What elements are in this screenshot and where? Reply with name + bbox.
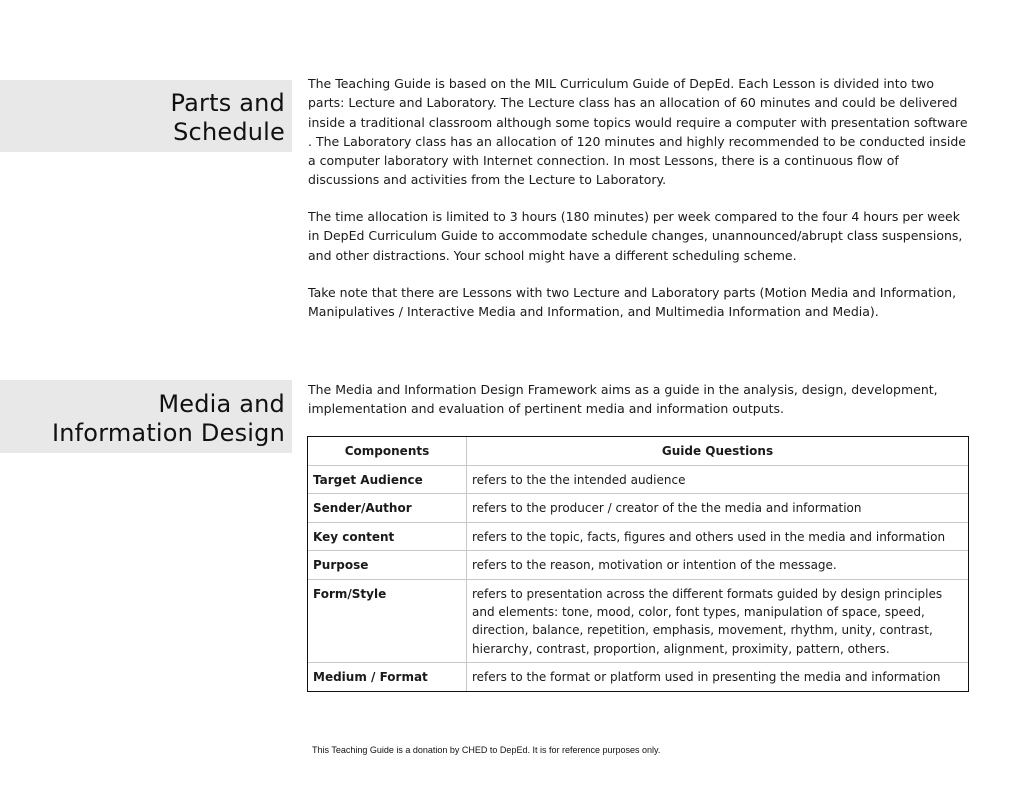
table-row	[308, 466, 969, 494]
component-cell: Purpose	[308, 551, 467, 579]
guide-cell: refers to the topic, facts, figures and others used in the media and information	[467, 522, 969, 550]
table-row	[308, 551, 969, 579]
component-cell: Sender/Author	[308, 494, 467, 522]
paragraph-lesson-parts	[308, 74, 972, 190]
component-cell: Form/Style	[308, 579, 467, 663]
table-row	[308, 579, 969, 663]
heading-line: Schedule	[173, 118, 285, 146]
paragraph-text: The Teaching Guide is based on the MIL Curriculum Guide of DepEd. Each Lesson is divided into two parts: Lecture and Laboratory. The Lecture class has an allocation of 60 minutes and could be delivered inside a traditional classroom although some topics would require a computer with presentation software . The Laboratory class has an allocation of 120 minutes and highly recommended to be conducted inside a computer laboratory with Internet connection. In most Lessons, there is a continuous flow of discussions and activities from the Lecture to Laboratory.	[308, 76, 968, 188]
component-cell: Key content	[308, 522, 467, 550]
guide-cell: refers to the reason, motivation or intention of the message.	[467, 551, 969, 579]
framework-table	[307, 436, 969, 692]
heading-line: Parts and	[170, 89, 285, 117]
footer-note: This Teaching Guide is a donation by CHED to DepEd. It is for reference purposes only.	[312, 745, 661, 755]
paragraph-text: The Media and Information Design Framework aims as a guide in the analysis, design, development, implementation and evaluation of pertinent media and information outputs.	[308, 382, 938, 417]
guide-cell: refers to the format or platform used in presenting the media and information	[467, 663, 969, 691]
table-header-row	[308, 437, 969, 466]
table-row	[308, 663, 969, 691]
guide-cell: refers to the the intended audience	[467, 466, 969, 494]
column-header-components: Components	[308, 437, 467, 466]
paragraph-text: Take note that there are Lessons with two Lecture and Laboratory parts (Motion Media and Information, Manipulatives / Interactive Media and Information, and Multimedia Information and Media).	[308, 285, 957, 320]
paragraph-text: The time allocation is limited to 3 hours (180 minutes) per week compared to the four 4 hours per week in DepEd Curriculum Guide to accommodate schedule changes, unannounced/abrupt class suspensions, and other distractions. Your school might have a different scheduling scheme.	[308, 209, 963, 263]
component-cell: Medium / Format	[308, 663, 467, 691]
guide-cell: refers to presentation across the different formats guided by design principles and elements: tone, mood, color, font types, manipulation of space, speed, direction, balance, repetition, emphasis, movement, rhythm, unity, contrast, hierarchy, contrast, proportion, alignment, proximity, pattern, others.	[467, 579, 969, 663]
table-frame-left	[307, 436, 308, 692]
table-frame-top	[307, 436, 969, 437]
section-heading-parts-schedule	[0, 80, 292, 152]
paragraph-time-allocation	[308, 207, 972, 265]
component-cell: Target Audience	[308, 466, 467, 494]
paragraph-take-note	[308, 283, 972, 322]
table-row	[308, 522, 969, 550]
table-frame-bottom	[307, 691, 969, 692]
table-row	[308, 494, 969, 522]
heading-line: Information Design	[51, 419, 285, 447]
table-frame-right	[968, 436, 969, 692]
guide-cell: refers to the producer / creator of the the media and information	[467, 494, 969, 522]
paragraph-framework-intro	[308, 380, 972, 419]
heading-line: Media and	[158, 390, 285, 418]
column-header-guide-questions: Guide Questions	[467, 437, 969, 466]
section-heading-media-design	[0, 380, 292, 453]
